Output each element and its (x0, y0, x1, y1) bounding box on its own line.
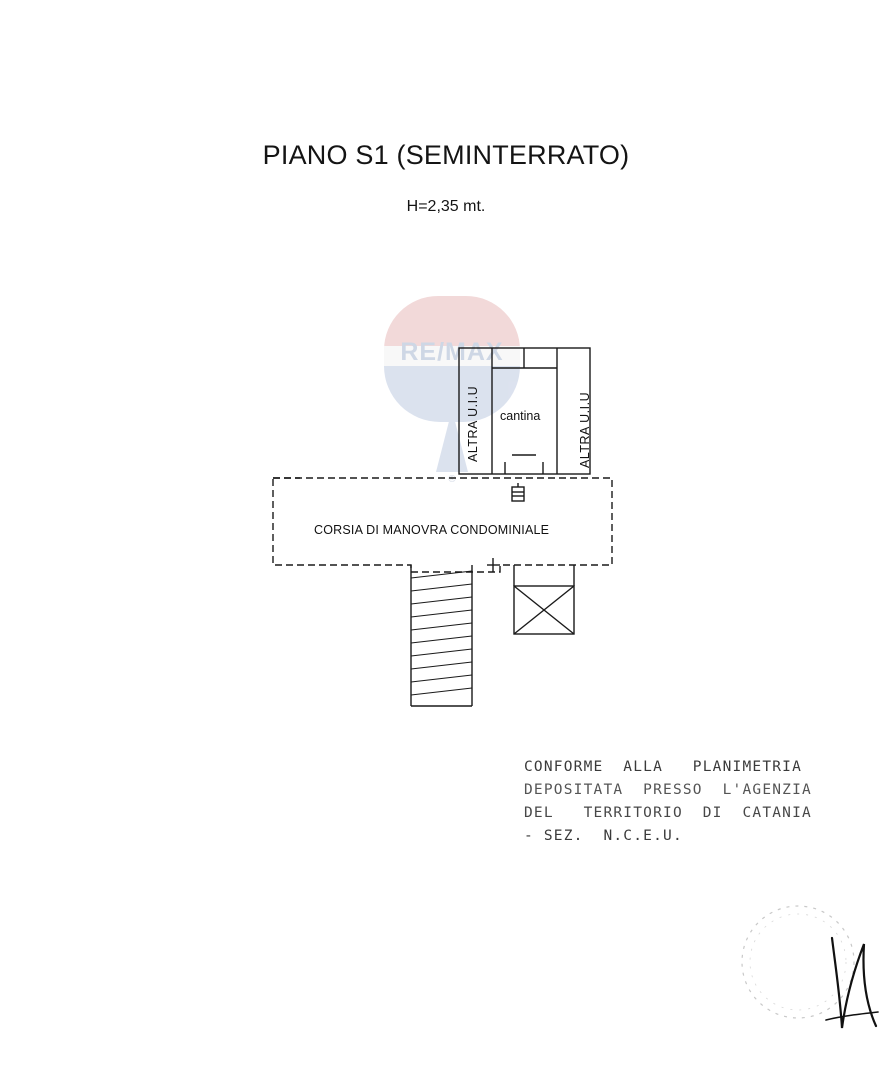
plan-label-corsia-manovra: CORSIA DI MANOVRA CONDOMINIALE (314, 523, 550, 537)
stamp-note-line-4: - SEZ. N.C.E.U. (524, 828, 683, 844)
plan-label-altra-uiu-right: ALTRA U.I.U (578, 391, 592, 468)
stamp-note-line-1: CONFORME ALLA PLANIMETRIA (524, 759, 803, 775)
plan-label-altra-uiu-left: ALTRA U.I.U (466, 385, 480, 462)
stamp-note-line-3: DEL TERRITORIO DI CATANIA (524, 805, 812, 821)
plan-label-cantina: cantina (500, 409, 541, 423)
page-subtitle: H=2,35 mt. (406, 198, 486, 215)
stamp-note-line-2: DEPOSITATA PRESSO L'AGENZIA (524, 782, 812, 798)
conformity-stamp-note (524, 756, 854, 848)
page-title: PIANO S1 (SEMINTERRATO) (262, 140, 630, 170)
watermark-registered-icon: ® (448, 474, 456, 485)
signature-mark (736, 900, 886, 1050)
watermark-brand-text: RE/MAX (400, 338, 504, 366)
